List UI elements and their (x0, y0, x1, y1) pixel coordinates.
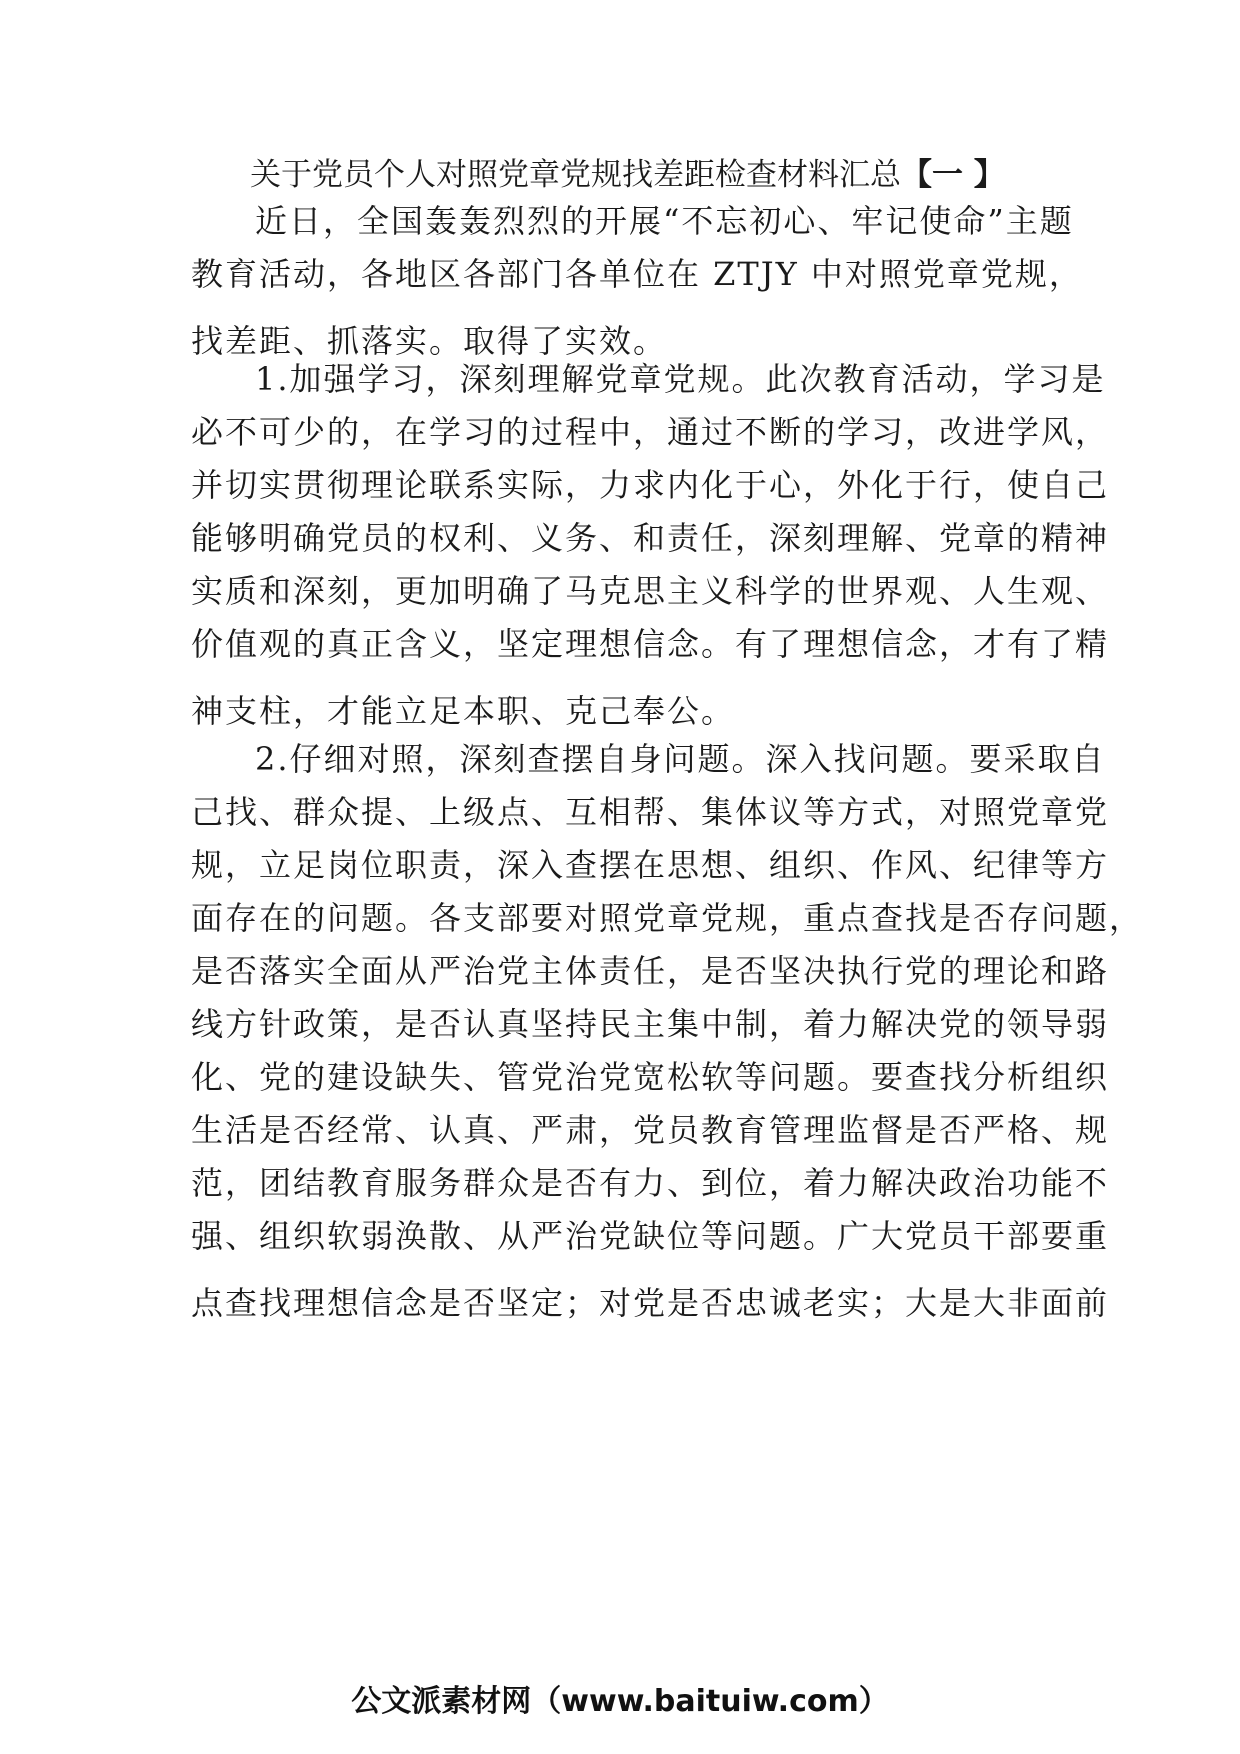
footer-watermark: 公文派素材网（www.baituiw.com） (351, 1684, 889, 1719)
paragraph-line: 必不可少的，在学习的过程中，通过不断的学习，改进学风， (191, 413, 1110, 451)
paragraph-section-1 (191, 353, 1110, 738)
paragraph-line: 并切实贯彻理论联系实际，力求内化于心，外化于行，使自己 (191, 466, 1110, 504)
paragraph-line: 1.加强学习，深刻理解党章党规。此次教育活动，学习是 (255, 360, 1106, 398)
paragraph-line: 教育活动，各地区各部门各单位在 ZTJY 中对照党章党规， (191, 255, 1083, 293)
paragraph-line: 2.仔细对照，深刻查摆自身问题。深入找问题。要采取自 (255, 740, 1106, 778)
paragraph-line: 近日，全国轰轰烈烈的开展“不忘初心、牢记使命”主题 (255, 202, 1074, 240)
paragraph-line: 己找、群众提、上级点、互相帮、集体议等方式，对照党章党 (191, 793, 1110, 831)
paragraph-line: 化、党的建设缺失、管党治党宽松软等问题。要查找分析组织 (191, 1058, 1110, 1096)
paragraph-line: 线方针政策，是否认真坚持民主集中制，着力解决党的领导弱 (191, 1005, 1110, 1043)
paragraph-intro (191, 195, 1083, 368)
paragraph-line: 规，立足岗位职责，深入查摆在思想、组织、作风、纪律等方 (191, 846, 1110, 884)
paragraph-line: 生活是否经常、认真、严肃，党员教育管理监督是否严格、规 (191, 1111, 1110, 1149)
paragraph-line: 是否落实全面从严治党主体责任，是否坚决执行党的理论和路 (191, 952, 1110, 990)
paragraph-line: 神支柱，才能立足本职、克己奉公。 (191, 692, 736, 730)
paragraph-line: 强、组织软弱涣散、从严治党缺位等问题。广大党员干部要重 (191, 1217, 1110, 1255)
paragraph-line: 能够明确党员的权利、义务、和责任，深刻理解、党章的精神 (191, 519, 1110, 557)
paragraph-line: 面存在的问题。各支部要对照党章党规，重点查找是否存问题， (191, 899, 1144, 937)
paragraph-line: 范，团结教育服务群众是否有力、到位，着力解决政治功能不 (191, 1164, 1110, 1202)
paragraph-line: 找差距、抓落实。取得了实效。 (191, 322, 668, 360)
title-bracket: 【一 】 (901, 157, 1005, 193)
title-text: 关于党员个人对照党章党规找差距检查材料汇总 (250, 157, 901, 193)
paragraph-line: 实质和深刻，更加明确了马克思主义科学的世界观、人生观、 (191, 572, 1110, 610)
paragraph-section-2 (191, 733, 1144, 1330)
paragraph-line: 点查找理想信念是否坚定；对党是否忠诚老实；大是大非面前 (191, 1284, 1110, 1322)
paragraph-line: 价值观的真正含义，坚定理想信念。有了理想信念，才有了精 (191, 625, 1110, 663)
document-title (250, 150, 1050, 200)
